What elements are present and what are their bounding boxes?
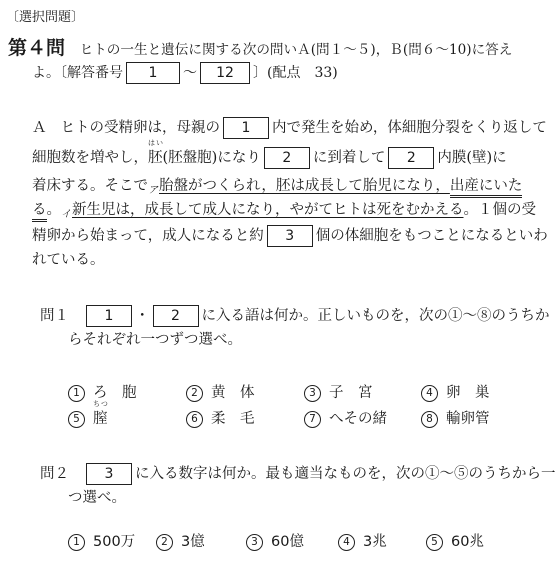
q1-blank-box-1: 1 (86, 305, 132, 327)
option-number-icon: 1 (68, 385, 85, 402)
option-text: 黄 体 (211, 385, 255, 401)
question-2-line-1 (40, 462, 556, 485)
marker-i: イ (61, 209, 71, 220)
option-number-icon: 5 (68, 411, 85, 428)
intro-line-2-pre: よ。〔解答番号 (32, 65, 123, 81)
option-text: へその緒 (329, 411, 387, 427)
passage-text: 内で発生を始め，体細胞分裂をくり返して (272, 120, 547, 136)
ruby-reading: ちつ (93, 400, 109, 408)
option-text: 500万 (93, 534, 136, 550)
blank-box-2: 2 (264, 147, 310, 169)
q2-option-1[interactable] (68, 530, 135, 551)
passage-line-1 (32, 116, 547, 139)
option-4[interactable] (421, 381, 490, 402)
tilde: 〜 (183, 65, 197, 81)
ruby-word-hai (148, 139, 164, 167)
double-underlined-text-cont: る (32, 202, 47, 222)
passage-line-4 (32, 198, 536, 219)
passage-text: (胚盤胞)になり (162, 150, 261, 166)
option-number-icon: 1 (68, 534, 85, 551)
q2-option-3[interactable] (246, 530, 304, 551)
q2-text: に入る数字は何か。最も適当なものを，次の①〜⑤のうちから一 (135, 466, 556, 482)
part-a-label: Ａ (32, 120, 47, 136)
option-text: 卵 巣 (446, 385, 490, 401)
passage-text: に到着して (312, 150, 386, 166)
ruby-reading: はい (148, 139, 164, 147)
option-number-icon: 6 (186, 411, 203, 428)
passage-text: ヒトの受精卵は，母親の (60, 120, 220, 136)
passage-text: 細胞数を増やし， (32, 150, 148, 166)
option-text: 柔 毛 (211, 411, 255, 427)
intro-line-2-post: 〕(配点 33) (253, 65, 338, 81)
option-7[interactable] (304, 407, 387, 428)
q1-text: に入る語は何か。正しいものを，次の①〜⑧のうちか (201, 308, 550, 324)
option-6[interactable] (186, 407, 255, 428)
passage-text: 個の体細胞をもつことになるといわ (315, 228, 548, 244)
passage-text: 着床する。そこで (32, 178, 148, 194)
q2-blank-box-3: 3 (86, 463, 132, 485)
passage-text: 精卵から始まって，成人になると約 (32, 228, 264, 244)
ruby-word-chitsu (93, 400, 109, 428)
blank-box-3: 3 (267, 225, 313, 247)
question-number: 第４問 (8, 37, 66, 59)
underlined-text-a: 胎盤がつくられ，胚は成長して胎児になり， (159, 178, 450, 194)
option-text: 膣 (93, 411, 108, 427)
option-number-icon: 2 (186, 385, 203, 402)
question-2-label: 問２ (40, 466, 69, 482)
blank-box-1: 1 (223, 117, 269, 139)
passage-line-6: れている。 (32, 252, 105, 268)
passage-line-2 (32, 139, 507, 169)
option-number-icon: 8 (421, 411, 438, 428)
blank-box-2b: 2 (388, 147, 434, 169)
option-text: 3兆 (363, 534, 387, 550)
intro-line-2 (32, 62, 338, 84)
option-3[interactable] (304, 381, 373, 402)
option-8[interactable] (421, 407, 490, 428)
q1-blank-box-2: 2 (153, 305, 199, 327)
answer-number-box-from: 1 (126, 62, 180, 84)
ruby-base: 胚 (148, 150, 163, 166)
option-text: 輸卵管 (446, 411, 490, 427)
question-4-header (8, 33, 512, 60)
q1-separator: ・ (135, 308, 150, 324)
intro-line-1: ヒトの一生と遺伝に関する次の問いＡ(問１〜５)，Ｂ(問６〜10)に答え (79, 42, 513, 58)
passage-text: 。１個の受 (463, 202, 536, 218)
option-number-icon: 7 (304, 411, 321, 428)
option-number-icon: 4 (338, 534, 355, 551)
option-text: 60兆 (451, 534, 484, 550)
option-number-icon: 3 (304, 385, 321, 402)
option-5[interactable] (68, 400, 109, 428)
underlined-text-i: 新生児は，成長して成人になり，やがてヒトは死をむかえる (72, 202, 464, 218)
option-2[interactable] (186, 381, 255, 402)
answer-number-box-to: 12 (200, 62, 250, 84)
question-1-label: 問１ (40, 308, 69, 324)
option-number-icon: 5 (426, 534, 443, 551)
option-text: 3億 (181, 534, 205, 550)
option-number-icon: 2 (156, 534, 173, 551)
q2-option-4[interactable] (338, 530, 387, 551)
option-text: 60億 (271, 534, 304, 550)
option-number-icon: 4 (421, 385, 438, 402)
question-1-line-1 (40, 304, 550, 327)
q2-option-2[interactable] (156, 530, 205, 551)
passage-text: 内膜(壁)に (437, 150, 507, 166)
option-text: 子 宮 (329, 385, 373, 401)
section-label: 〔選択問題〕 (6, 10, 85, 25)
passage-line-5 (32, 224, 548, 247)
option-text: ろ 胞 (93, 385, 137, 401)
double-underlined-text: 出産にいた (450, 178, 523, 198)
passage-text: 。 (46, 202, 61, 218)
question-1-line-2: らそれぞれ一つずつ選べ。 (68, 332, 242, 348)
option-number-icon: 3 (246, 534, 263, 551)
q2-option-5[interactable] (426, 530, 484, 551)
marker-a: ア (148, 185, 158, 196)
passage-line-3 (32, 174, 522, 195)
question-2-line-2: つ選べ。 (68, 490, 126, 506)
